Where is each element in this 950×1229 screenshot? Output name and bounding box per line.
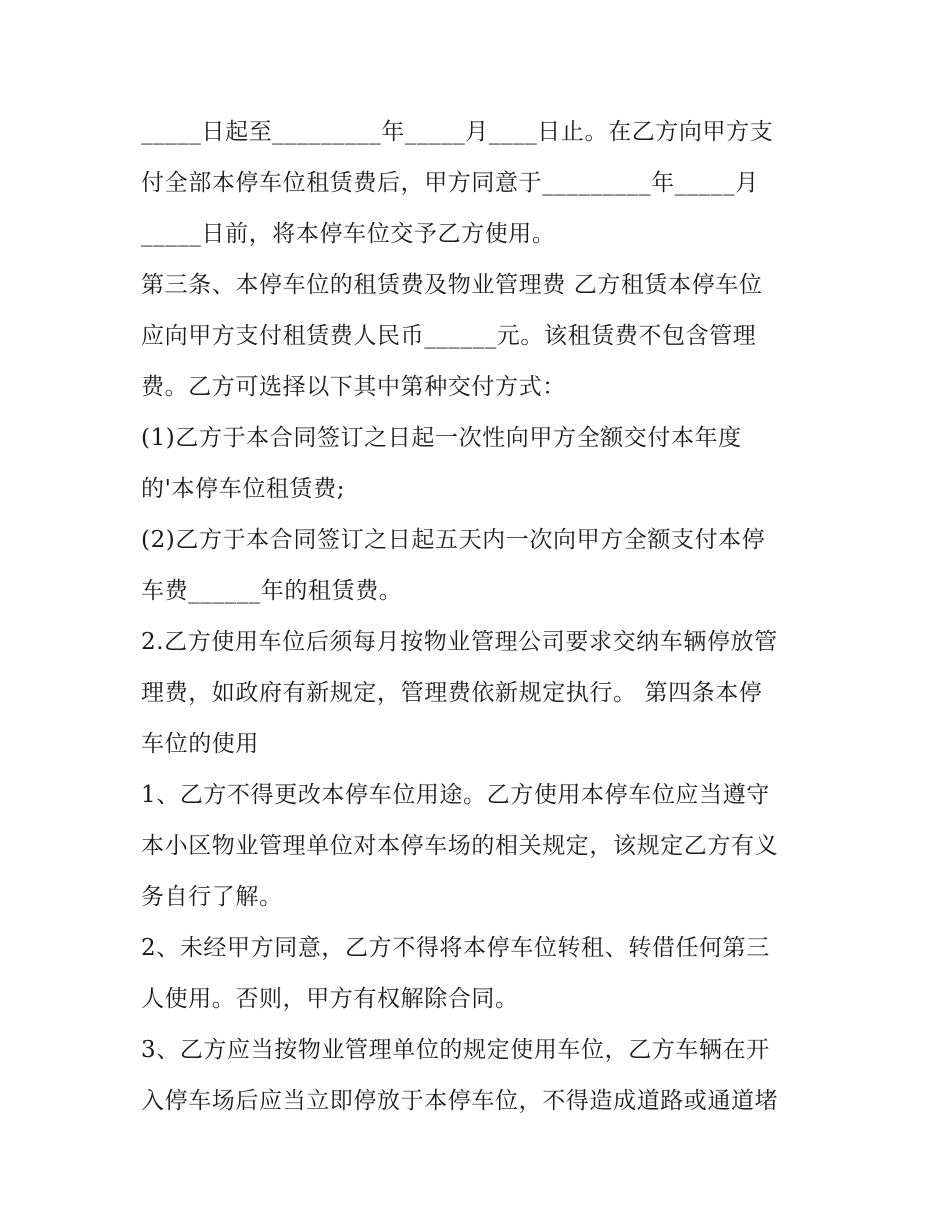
- text-line: 2、未经甲方同意，乙方不得将本停车位转租、转借任何第三: [141, 935, 770, 961]
- text-line: _____日前，将本停车位交予乙方使用。: [141, 221, 556, 247]
- text-line: 3、乙方应当按物业管理单位的规定使用车位，乙方车辆在开: [141, 1037, 770, 1063]
- text-line: 入停车场后应当立即停放于本停车位，不得造成道路或通道堵: [141, 1088, 779, 1114]
- text-line: 本小区物业管理单位对本停车场的相关规定，该规定乙方有义: [141, 833, 779, 859]
- text-line: 的'本停车位租赁费;: [141, 476, 346, 502]
- text-line: 车费______年的租赁费。: [141, 578, 403, 604]
- text-line: 务自行了解。: [141, 884, 283, 910]
- text-line: (2)乙方于本合同签订之日起五天内一次向甲方全额支付本停: [141, 527, 766, 553]
- text-line: 2.乙方使用车位后须每月按物业管理公司要求交纳车辆停放管: [141, 629, 778, 655]
- text-line: 应向甲方支付租赁费人民币______元。该租赁费不包含管理: [141, 323, 757, 349]
- text-line: 1、乙方不得更改本停车位用途。乙方使用本停车位应当遵守: [141, 782, 770, 808]
- text-line: 费。乙方可选择以下其中第种交付方式：: [141, 374, 566, 400]
- text-line: (1)乙方于本合同签订之日起一次性向甲方全额交付本年度: [141, 425, 742, 451]
- section-heading-line: 第三条、本停车位的租赁费及物业管理费 乙方租赁本停车位: [141, 272, 763, 298]
- text-line: 付全部本停车位租赁费后，甲方同意于_________年_____月: [141, 170, 759, 196]
- text-line: _____日起至_________年_____月____日止。在乙方向甲方支: [141, 119, 774, 145]
- text-line: 人使用。否则，甲方有权解除合同。: [141, 986, 519, 1012]
- text-line: 理费，如政府有新规定，管理费依新规定执行。 第四条本停: [141, 680, 763, 706]
- document-body: [141, 107, 831, 1127]
- text-line: 车位的使用: [141, 731, 259, 757]
